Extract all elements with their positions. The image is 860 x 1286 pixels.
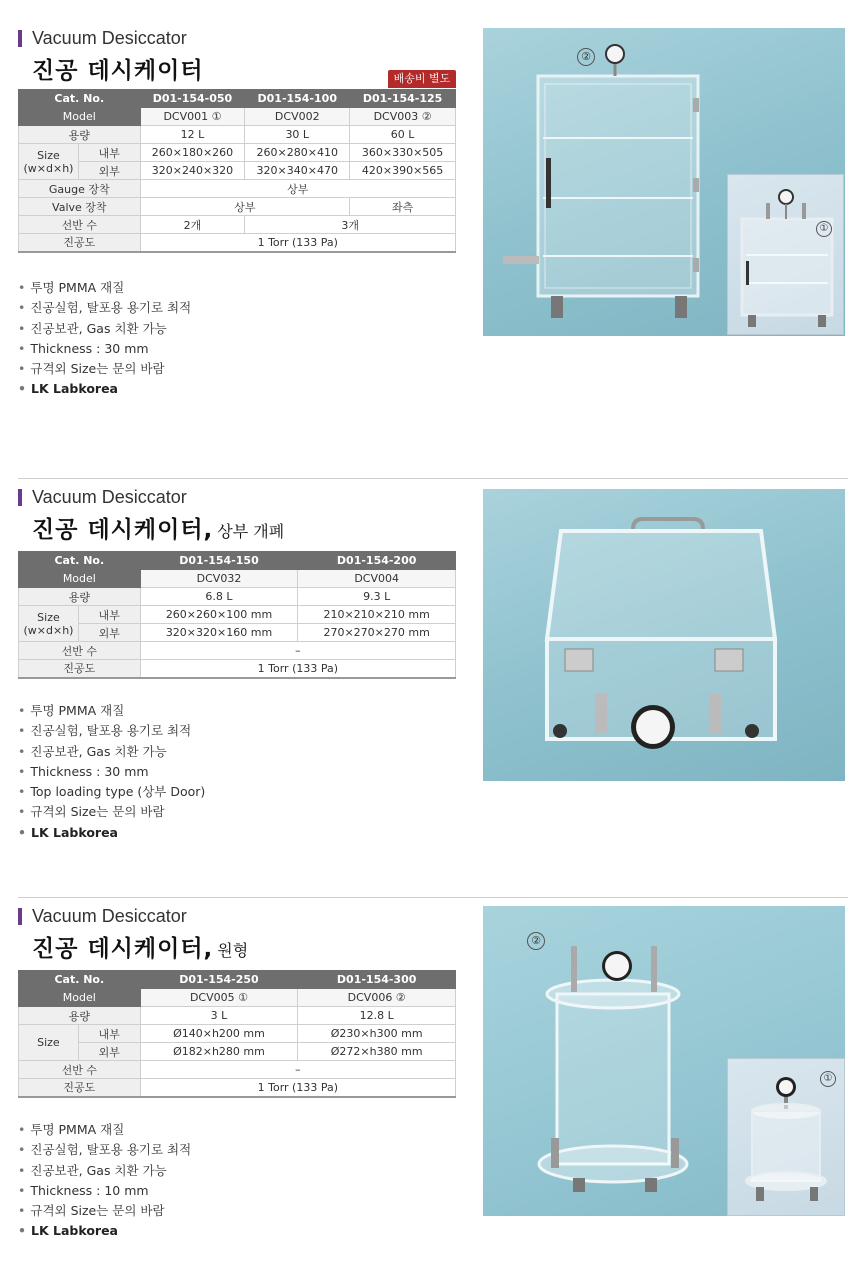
- small-cabinet-image: [728, 175, 844, 335]
- feature-item: • 투명 PMMA 재질: [18, 701, 205, 721]
- feature-item: • 규격외 Size는 문의 바람: [18, 802, 205, 822]
- feature-item: • 진공보관, Gas 치환 가능: [18, 1161, 191, 1181]
- feature-item: • 진공실험, 탈포용 용기로 최적: [18, 721, 205, 741]
- product-photo-cylinder: [483, 906, 845, 1216]
- inset-photo-small-cylinder: [727, 1058, 845, 1216]
- section3-title: 진공 데시케이터, 원형: [32, 936, 249, 962]
- product-number-1: ①: [820, 1071, 836, 1087]
- product-number-1: ①: [816, 221, 832, 237]
- section2-eyebrow: Vacuum Desiccator: [18, 487, 187, 508]
- section3-features: [18, 1120, 191, 1242]
- inset-photo-small-cabinet: [727, 174, 844, 335]
- feature-item: • 규격외 Size는 문의 바람: [18, 359, 191, 379]
- section2-spec-table: Cat. No. D01-154-150 D01-154-200 Model DCV032 DCV004 용량 6.8 L 9.3 L Size (w×d×h) 내부 260×260×100 mm 210×210×210 mm 외부 320×320×160 mm 270×270×270 mm 선반 수 – 진공도 1 Torr (133 Pa): [18, 551, 456, 679]
- section1-spec-table: Cat. No. D01-154-050 D01-154-100 D01-154-125 Model DCV001 ① DCV002 DCV003 ② 용량 12 L 30 L 60 L Size (w×d×h) 내부 260×180×260 260×280×410 360×330×505 외부 320×240×320 320×340×470 420×390×565 Gauge 장착 상부 Valve 장착 상부 좌측 선반 수 2개 3개 진공도 1 Torr (133 Pa): [18, 89, 456, 253]
- product-number-2: ②: [527, 932, 545, 950]
- product-photo-top-loading: [483, 489, 845, 781]
- feature-item: • Thickness : 10 mm: [18, 1181, 191, 1201]
- section1-features: [18, 278, 191, 400]
- top-loading-desiccator-image: [483, 489, 845, 781]
- shipping-badge: 배송비 별도: [388, 70, 456, 88]
- feature-item: • 진공보관, Gas 치환 가능: [18, 319, 191, 339]
- section1-eyebrow: Vacuum Desiccator: [18, 28, 187, 49]
- section1-title: 진공 데시케이터: [32, 58, 204, 84]
- section2-title: 진공 데시케이터, 상부 개폐: [32, 517, 285, 543]
- feature-item: • 진공보관, Gas 치환 가능: [18, 742, 205, 762]
- feature-item: • 진공실험, 탈포용 용기로 최적: [18, 298, 191, 318]
- feature-item: • 진공실험, 탈포용 용기로 최적: [18, 1140, 191, 1160]
- section-divider: [18, 897, 848, 898]
- feature-item: • Thickness : 30 mm: [18, 762, 205, 782]
- section3-spec-table: Cat. No. D01-154-250 D01-154-300 Model DCV005 ① DCV006 ② 용량 3 L 12.8 L Size 내부 Ø140×h200 mm Ø230×h300 mm 외부 Ø182×h280 mm Ø272×h380 mm 선반 수 – 진공도 1 Torr (133 Pa): [18, 970, 456, 1098]
- product-photo-cabinet: [483, 28, 845, 336]
- section3-eyebrow: Vacuum Desiccator: [18, 906, 187, 927]
- feature-item: • Thickness : 30 mm: [18, 339, 191, 359]
- feature-item: • Top loading type (상부 Door): [18, 782, 205, 802]
- feature-item: • 규격외 Size는 문의 바람: [18, 1201, 191, 1221]
- section2-features: [18, 701, 205, 843]
- feature-item: • 투명 PMMA 재질: [18, 1120, 191, 1140]
- brand-item: • LK Labkorea: [18, 823, 205, 843]
- brand-item: • LK Labkorea: [18, 1221, 191, 1241]
- section-divider: [18, 478, 848, 479]
- feature-item: • 투명 PMMA 재질: [18, 278, 191, 298]
- brand-item: • LK Labkorea: [18, 379, 191, 399]
- product-number-2: ②: [577, 48, 595, 66]
